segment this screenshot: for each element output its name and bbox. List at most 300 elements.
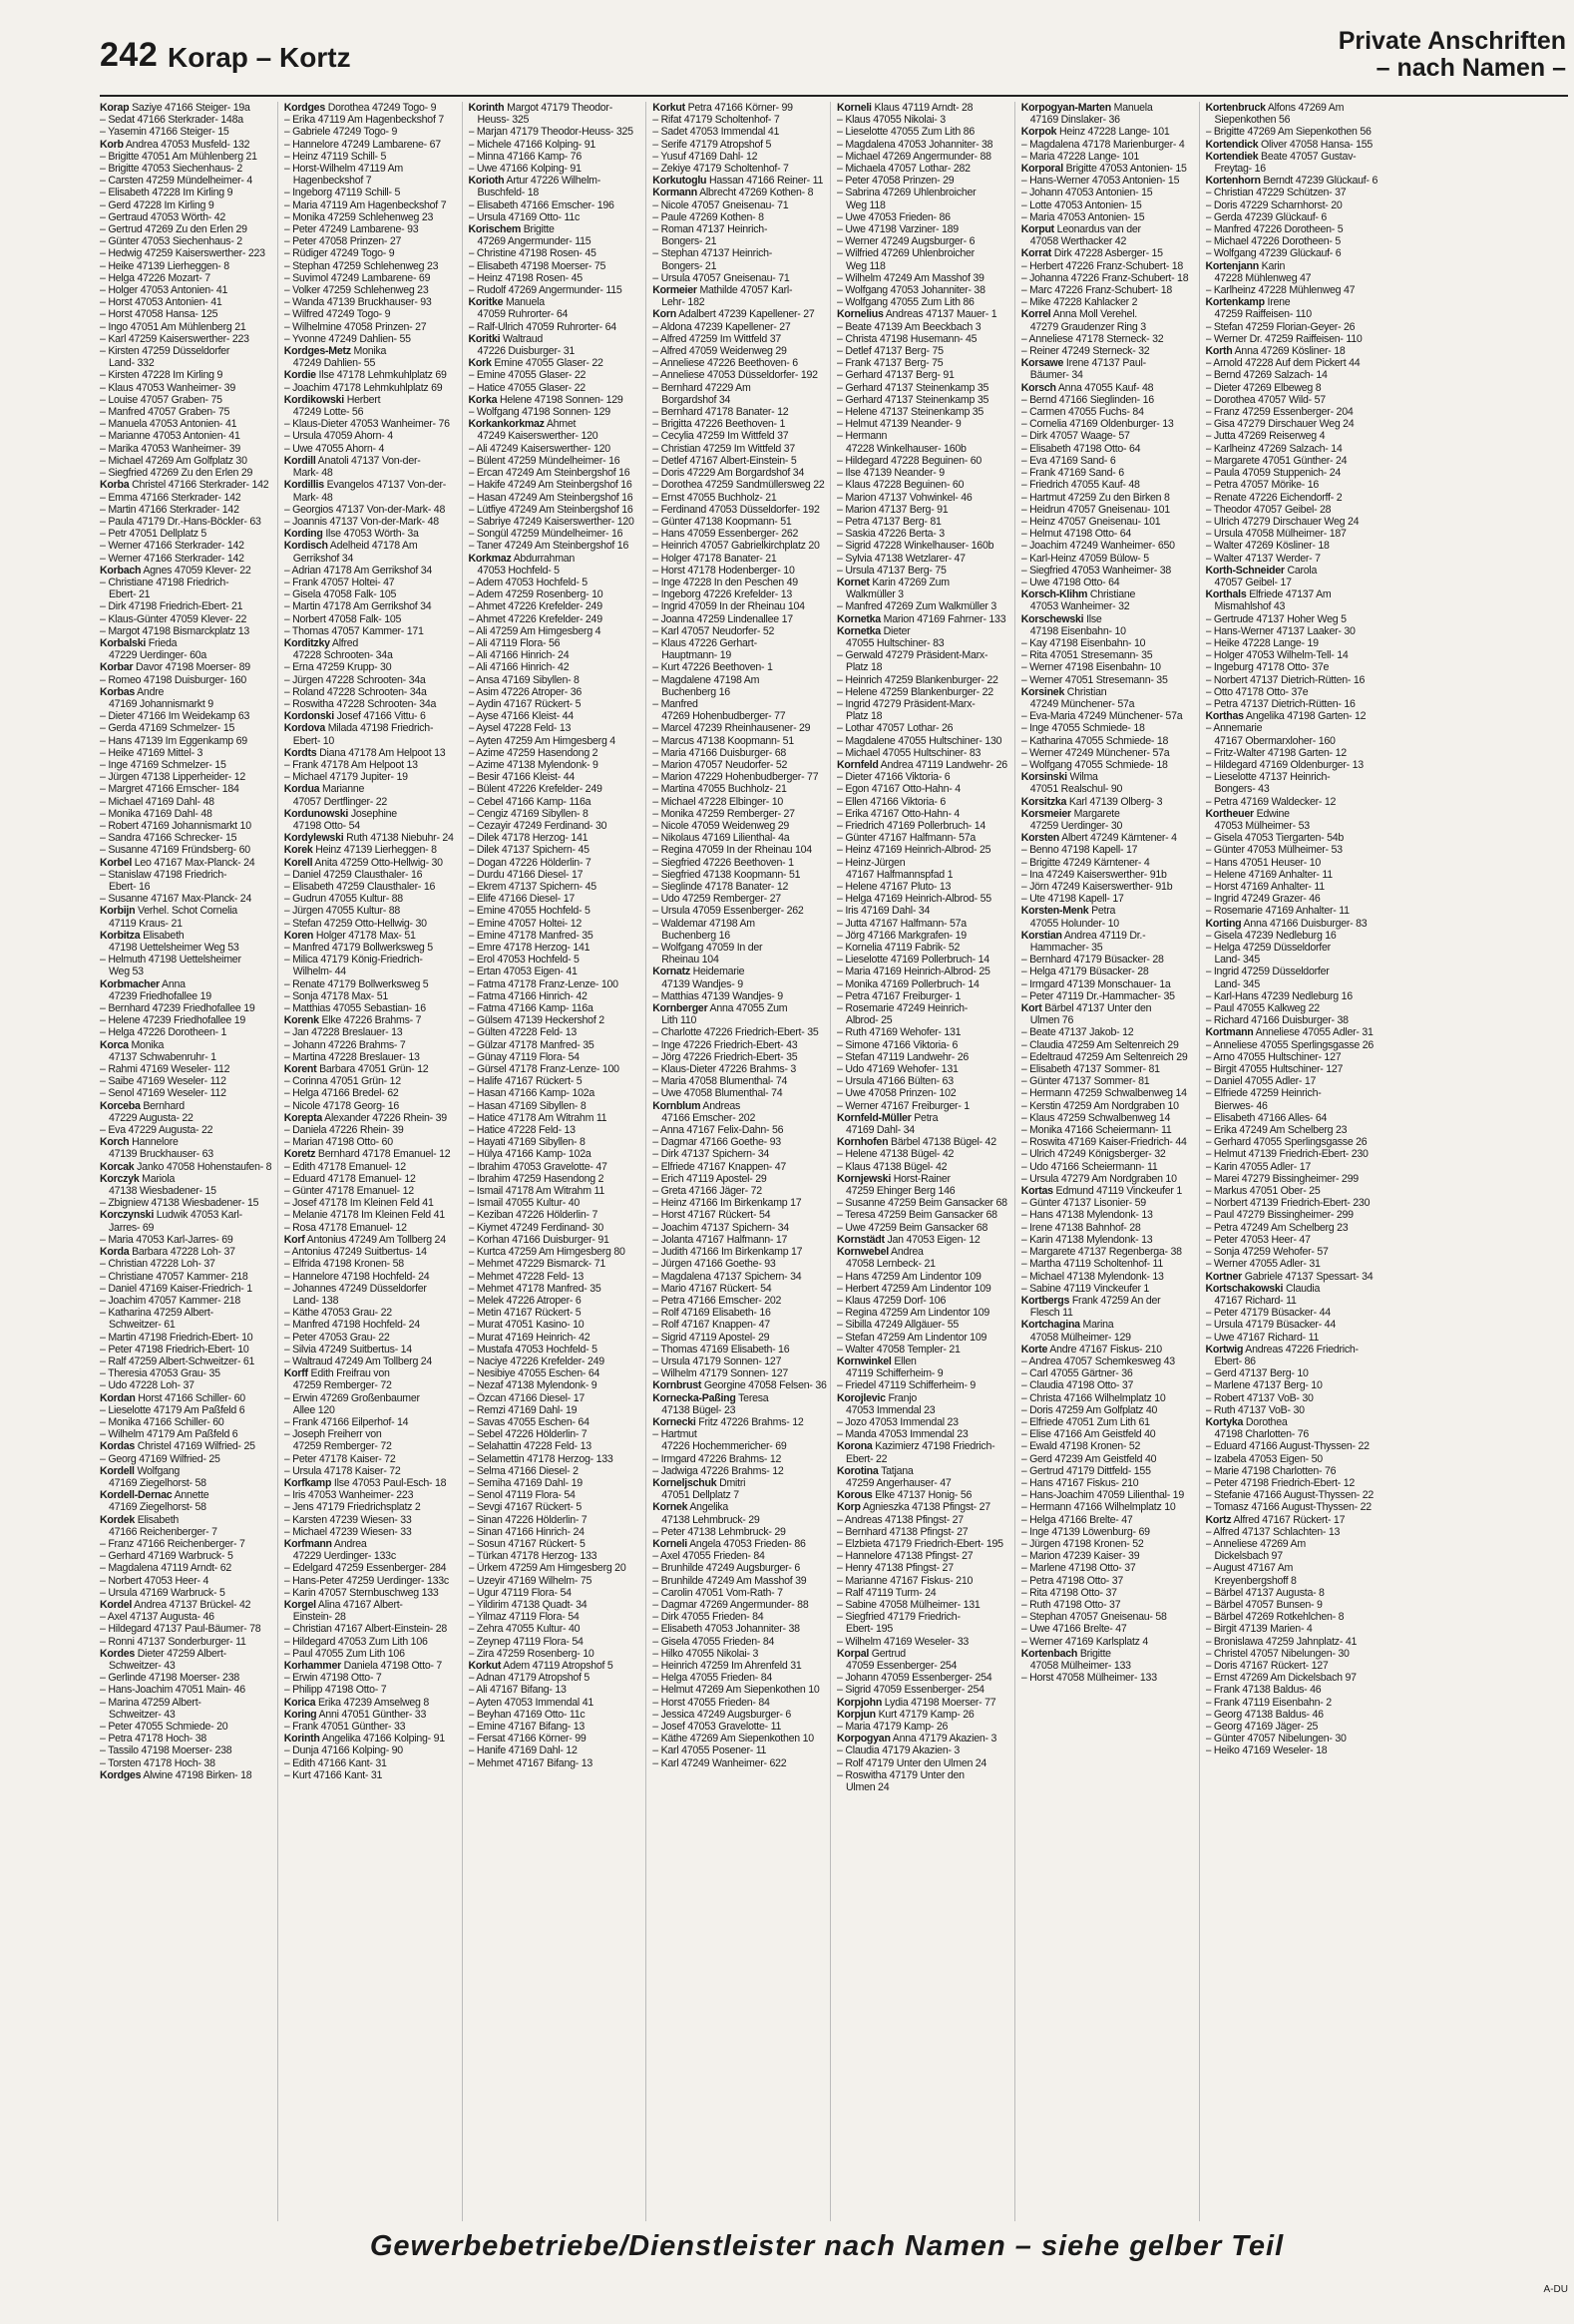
entry-text: – Joachim 47057 Kammer- 218 [100,1294,241,1307]
entry-text: – Magdalene 47055 Hultschiner- 130 [837,734,1002,747]
entry-text: Artur 47226 Wilhelm- [506,175,601,188]
list-item [1206,430,1381,442]
entry-text: – Klaus 47138 Bügel- 42 [837,1160,948,1173]
entry-text: – Joachim 47137 Spichern- 34 [652,1221,789,1234]
entry-text: 47259 Remberger- 72 [292,1440,392,1453]
entry-text: – Daniel 47055 Adler- 17 [1205,1075,1317,1088]
entry-text: – Elisabeth 47259 Clausthaler- 16 [283,881,436,893]
entry-text: – Dilek 47137 Spichern- 45 [468,844,590,857]
list-item [284,686,459,698]
entry-text: Marina [1082,1319,1114,1332]
surname: Korenk [283,1014,319,1027]
list-item [100,394,274,406]
list-item [837,930,1011,942]
list-item [284,1465,459,1477]
list-item [1021,1660,1196,1672]
list-item [652,808,827,820]
list-item [837,1709,1011,1721]
entry-text: 47169 Johannismarkt 9 [109,697,213,710]
entry-text: – Sabine 47058 Mülheimer- 131 [837,1598,981,1611]
entry-text: – Brigitta 47226 Beethoven- 1 [652,418,786,431]
list-item [469,1575,643,1587]
list-item [1021,674,1196,686]
entry-text: – Hasan 47249 Am Steinbergshof 16 [468,491,633,504]
list-item [100,1222,274,1234]
list-item [284,1623,459,1635]
surname: Korrat [1020,247,1052,260]
list-item [1021,187,1196,198]
list-item [284,430,459,442]
list-item [100,1197,274,1209]
entry-text: Angelika [689,1501,728,1514]
list-item [284,504,459,516]
surname: Korap [100,102,130,114]
entry-text: 47167 Obermarxloher- 160 [1214,734,1336,747]
entry-text: Teresa [738,1391,769,1404]
entry-text: Ruth 47138 Niebuhr- 24 [346,832,454,845]
entry-text: – Katharina 47259 Albert- [100,1307,213,1320]
entry-text: Bernhard [143,1099,185,1112]
surname: Korbar [100,661,134,674]
entry-text: – Thomas 47169 Elisabeth- 16 [652,1343,790,1356]
entry-text: – Holger 47053 Antonien- 41 [100,284,228,297]
list-item [284,1514,459,1526]
list-item [100,284,274,296]
entry-text: – Birgit 47055 Hultschiner- 127 [1205,1063,1344,1076]
list-item [1021,260,1196,272]
list-item [1021,1026,1196,1038]
entry-text: – Jolanta 47167 Halfmann- 17 [652,1233,788,1246]
entry-text: – Emine 47057 Holtei- 12 [468,917,583,930]
list-item [1021,1063,1196,1075]
list-item [469,588,643,600]
entry-text: – Beate 47139 Am Beeckbach 3 [837,320,982,333]
entry-text: – Hans 47259 Am Lindentor 109 [837,1270,982,1283]
entry-text: – Maria 47228 Lange- 101 [1020,150,1140,163]
list-item [284,455,459,467]
entry-text: Gabriele 47137 Spessart- 34 [1244,1270,1374,1283]
list-item [652,223,827,235]
entry-text: – Frank 47138 Baldus- 46 [1205,1684,1322,1697]
list-item [1206,1733,1381,1744]
list-item [652,516,827,528]
surname: Korthals [1205,588,1247,601]
entry-text: – Naciye 47226 Krefelder- 249 [468,1355,604,1367]
surname: Korcak [100,1160,135,1173]
list-item [469,1684,643,1696]
list-item [837,516,1011,528]
listing-column-4 [652,102,831,2221]
list-item [284,199,459,211]
entry-text: 47166 Emscher- 202 [661,1111,756,1124]
background-watermark [12,199,82,698]
surname: Korch [100,1136,130,1149]
list-item [284,1697,459,1709]
entry-text: – Eva 47229 Augusta- 22 [100,1124,213,1137]
list-item [284,796,459,808]
entry-text: – Paul 47055 Zum Lith 106 [283,1647,405,1660]
list-item [469,345,643,357]
entry-text: – Bernd 47166 Sieglinden- 16 [1020,393,1154,406]
list-item [469,443,643,455]
list-item [1206,1721,1381,1733]
entry-text: – Gertrud 47269 Zu den Erlen 29 [100,223,247,236]
list-item [1206,808,1381,820]
entry-text: – Horst 47055 Frieden- 84 [652,1696,770,1709]
entry-text: – Udo 47259 Remberger- 27 [652,893,781,906]
surname: Kordunowski [283,807,349,820]
page-number: 242 [100,36,159,74]
list-item [284,1440,459,1452]
entry-text: – Ilse 47139 Neander- 9 [837,467,945,480]
list-item [1206,1379,1381,1391]
entry-text: – Horst 47167 Rückert- 54 [652,1209,771,1222]
entry-text: – Erika 47249 Am Schelberg 23 [1205,1124,1348,1137]
list-item [1021,1173,1196,1185]
list-item [100,1136,274,1148]
entry-text: – Andreas 47138 Pfingst- 27 [837,1513,964,1526]
entry-text: Anatoli 47137 Von-der- [317,454,421,467]
surname: Korczynski [100,1209,155,1222]
entry-text: – Dagmar 47269 Angermunder- 88 [652,1598,809,1611]
list-item [284,710,459,722]
entry-text: – Ertan 47053 Eigen- 41 [468,966,578,978]
list-item [100,272,274,284]
entry-text: Edwine [1256,807,1290,820]
entry-text: – Udo 47228 Loh- 37 [100,1379,195,1392]
entry-text: – Sosun 47167 Rückert- 5 [468,1537,586,1550]
list-item [837,637,1011,649]
entry-text: 47051 Realschul- 90 [1029,783,1123,796]
entry-text: – Maria 47169 Heinrich-Albrod- 25 [837,966,990,978]
list-item [837,1161,1011,1173]
entry-text: – Michael 47179 Jupiter- 19 [283,771,408,784]
list-item [652,211,827,223]
entry-text: – Werner 47198 Eisenbahn- 10 [1020,661,1161,674]
list-item [837,1209,1011,1221]
list-item [284,1185,459,1197]
entry-text: – Udo 47166 Scheiermann- 11 [1020,1160,1158,1173]
list-item [652,1209,827,1221]
list-item [837,1684,1011,1696]
list-item [1206,771,1381,783]
entry-text: – Hannelore 47198 Hochfeld- 24 [283,1270,430,1283]
list-item [100,1575,274,1587]
list-item [469,722,643,734]
entry-text: – Sieglinde 47178 Banater- 12 [652,881,789,893]
list-item [100,528,274,540]
entry-text: Dmitri [719,1476,746,1489]
list-item [652,1611,827,1623]
entry-text: Adem 47119 Atropshof 5 [503,1660,613,1672]
entry-text: – Johann 47053 Antonien- 15 [1020,187,1153,199]
entry-text: – Anneliese 47269 Am [1205,1537,1306,1550]
list-item [469,1416,643,1428]
entry-text: – Paula 47179 Dr.-Hans-Böckler- 63 [100,515,261,528]
entry-text: – Elisabeth 47198 Moerser- 75 [468,259,606,272]
list-item [652,1356,827,1367]
entry-text: – Paul 47055 Kalkweg 22 [1205,1002,1320,1015]
list-item [1206,345,1381,357]
entry-text: 47269 Hohenbudberger- 77 [661,710,786,723]
entry-text: – Emine 47055 Glaser- 22 [468,369,587,382]
entry-text: – Martha 47119 Scholtenhof- 11 [1020,1258,1164,1271]
list-item [284,649,459,661]
entry-text: – Michaela 47057 Lothar- 282 [837,163,971,176]
entry-text: Weg 53 [109,966,144,978]
entry-text: – Uwe 47198 Varziner- 189 [837,223,959,236]
entry-text: – Paul 47279 Bissingheimer- 299 [1205,1209,1354,1222]
entry-text: – Maria 47058 Blumenthal- 74 [652,1075,788,1088]
entry-text: – Roland 47228 Schrooten- 34a [283,685,427,698]
entry-text: – Andrea 47057 Schemkesweg 43 [1020,1355,1175,1367]
list-item [284,102,459,114]
entry-text: – Horst 47178 Hodenberger- 10 [652,564,795,577]
list-item [469,1440,643,1452]
entry-text: Schweitzer- 61 [109,1319,176,1332]
list-item [469,1039,643,1051]
list-item [469,857,643,869]
list-item [1206,577,1381,588]
list-item [100,443,274,455]
list-item [100,869,274,881]
entry-text: – Aydin 47167 Rückert- 5 [468,697,582,710]
list-item [469,710,643,722]
entry-text: – Manda 47053 Immendal 23 [837,1428,969,1441]
surname: Kordges-Metz [283,345,351,358]
entry-text: – Eduard 47178 Emanuel- 12 [283,1172,416,1185]
entry-text: – Roswita 47169 Kaiser-Friedrich- 44 [1020,1136,1187,1149]
entry-text: – Inge 47055 Schmiede- 18 [1020,722,1145,735]
list-item [1021,1587,1196,1599]
surname: Kornetka [837,624,881,637]
entry-text: Bongers- 43 [1214,783,1270,796]
list-item [1206,1440,1381,1452]
list-item [469,600,643,612]
entry-text: – Uwe 47058 Blumenthal- 74 [652,1087,783,1100]
list-item [100,430,274,442]
entry-text: – Adrian 47178 Am Gerrikshof 34 [283,564,433,577]
list-item [652,114,827,126]
entry-text: 47053 Wanheimer- 32 [1029,600,1130,613]
entry-text: – Rosemarie 47169 Anhalter- 11 [1205,905,1350,918]
entry-text: Hagenbeckshof 7 [292,175,372,188]
surname: Kortenhorn [1205,175,1261,188]
surname: Kortz [1205,1513,1232,1526]
list-item [1021,747,1196,759]
entry-text: – Werner 47055 Adler- 31 [1205,1258,1321,1271]
list-item [469,430,643,442]
list-item [469,175,643,187]
list-item [469,954,643,966]
entry-text: Beate 47057 Gustav- [1261,150,1357,163]
entry-text: – Hatice 47228 Feld- 13 [468,1124,576,1137]
list-item [1206,553,1381,565]
surname: Korsten [1020,832,1060,845]
entry-text: – Holger 47053 Wilhelm-Tell- 14 [1205,649,1349,662]
entry-text: 47167 Richard- 11 [1214,1294,1297,1307]
entry-text: Milada 47198 Friedrich- [327,722,434,735]
entry-text: – Marika 47053 Wanheimer- 39 [100,442,240,455]
entry-text: – Marina 47259 Albert- [100,1696,201,1709]
entry-text: – Johann 47059 Essenberger- 254 [837,1672,992,1685]
list-item [100,1332,274,1344]
surname: Kordikowski [283,393,344,406]
list-item [1206,175,1381,187]
entry-text: Einstein- 28 [292,1611,346,1624]
list-item [652,1246,827,1258]
list-item [1021,321,1196,333]
page-header [0,0,1574,88]
entry-text: – Yilmaz 47119 Flora- 54 [468,1611,580,1624]
entry-text: – Azime 47259 Hasendong 2 [468,746,598,759]
list-item [100,492,274,504]
list-item [100,735,274,747]
list-item [1021,455,1196,467]
entry-text: – Bernhard 47229 Am [652,381,751,394]
entry-text: – Simone 47166 Viktoria- 6 [837,1038,959,1051]
entry-text: – Karl-Hans 47239 Nedleburg 16 [1205,989,1353,1002]
list-item [100,1526,274,1538]
entry-text: – Helga 47226 Mozart- 7 [100,271,210,284]
entry-text: – Christa 47198 Husemann- 45 [837,332,978,345]
entry-text: Bongers- 21 [661,235,717,248]
entry-text: Barbara 47051 Grün- 12 [319,1063,429,1076]
list-item [652,1465,827,1477]
entry-text: – Songül 47259 Mündelheimer- 16 [468,528,623,541]
entry-text: 47228 Mühlenweg 47 [1214,271,1312,284]
entry-text: – Minna 47166 Kamp- 76 [468,150,582,163]
entry-text: – Matthias 47139 Wandjes- 9 [652,989,783,1002]
entry-text: – Heike 47169 Mittel- 3 [100,746,203,759]
entry-text: – Bronislawa 47259 Jahnplatz- 41 [1205,1635,1358,1648]
entry-text: – Lothar 47057 Lothar- 26 [837,722,954,735]
entry-text: – Ingrid 47259 Düsseldorfer [1205,966,1330,978]
entry-text: Heinz 47139 Lierheggen- 8 [315,844,437,857]
entry-text: – Elisabeth 47137 Sommer- 81 [1020,1063,1160,1076]
entry-text: Heidemarie [692,966,745,978]
list-item [837,321,1011,333]
entry-text: Irene 47137 Paul- [1065,357,1146,370]
list-item [1206,1648,1381,1660]
list-item [1021,296,1196,308]
entry-text: Lith 110 [661,1014,697,1027]
entry-text: – Jessica 47249 Augsburger- 6 [652,1708,792,1721]
list-item [1021,577,1196,588]
list-item [837,1623,1011,1635]
entry-text: – Klaus 47055 Nikolai- 3 [837,114,946,127]
list-item [652,1258,827,1270]
entry-text: – Rudolf 47269 Angermunder- 115 [468,284,622,297]
entry-text: – Christiane 47198 Friedrich- [100,576,229,588]
list-item [652,1173,827,1185]
list-item [469,296,643,308]
entry-text: – Gerda 47169 Schmelzer- 15 [100,722,235,735]
entry-text: – Klaus-Günter 47059 Klever- 22 [100,612,247,625]
list-item [652,1757,827,1769]
entry-text: – Siegfried 47179 Friedrich- [837,1611,961,1624]
entry-text: – Christian 47228 Loh- 37 [100,1258,215,1271]
entry-text: – Maria 47166 Duisburger- 68 [652,746,786,759]
entry-text: 47229 Augusta- 22 [109,1111,194,1124]
list-item [837,565,1011,577]
list-item [284,187,459,198]
list-item [837,1271,1011,1283]
entry-text: – Dogan 47226 Hölderlin- 7 [468,856,591,869]
entry-text: Anna 47179 Akazien- 3 [892,1733,997,1745]
entry-text: – Uzeyir 47169 Wilhelm- 75 [468,1574,592,1587]
list-item [837,175,1011,187]
entry-text: – Richard 47166 Duisburger- 38 [1205,1014,1349,1027]
entry-text: 47229 Uerdinger- 133c [292,1550,396,1563]
entry-text: – Zira 47259 Rosenberg- 10 [468,1647,594,1660]
entry-text: – Doris 47229 Scharnhorst- 20 [1205,198,1343,211]
entry-text: – Magdalena 47137 Spichern- 34 [652,1270,802,1283]
surname: Kordillis [283,479,324,492]
entry-text: – Serife 47179 Atropshof 5 [652,138,772,151]
entry-text: Davor 47198 Moerser- 89 [135,661,250,674]
entry-text: Platz 18 [846,710,883,723]
entry-text: – Keziban 47226 Hölderlin- 7 [468,1209,598,1222]
entry-text: – Gisela 47058 Falk- 105 [283,588,397,601]
entry-text: – Wolfgang 47053 Johanniter- 38 [837,284,985,297]
entry-text: Ebert- 10 [292,734,335,747]
list-item [100,1161,274,1173]
list-item [100,1100,274,1112]
entry-text: – Rosa 47178 Emanuel- 12 [283,1221,407,1234]
footer-notice: Gewerbebetriebe/Dienstleister nach Namen – siehe gelber Teil [369,2230,1285,2262]
entry-text: – Stefan 47259 Otto-Hellwig- 30 [283,917,427,930]
list-item [469,1344,643,1356]
entry-text: – Sabrina 47269 Uhlenbroicher [837,187,977,199]
entry-text: Erika 47239 Amselweg 8 [317,1696,430,1709]
entry-text: – Anneliese 47226 Beethoven- 6 [652,357,798,370]
list-item [837,1404,1011,1416]
list-item [1021,1550,1196,1562]
list-item [1021,1428,1196,1440]
entry-text: – Wilhelmine 47058 Prinzen- 27 [283,320,427,333]
surname: Korinth [283,1733,320,1745]
entry-text: – Eva 47169 Sand- 6 [1020,454,1116,467]
entry-text: – Saskia 47226 Berta- 3 [837,528,945,541]
entry-text: – Savas 47055 Eschen- 64 [468,1415,590,1428]
entry-text: – Elisabeth 47228 Im Kirling 9 [100,187,233,199]
list-item [1021,1672,1196,1684]
entry-text: – Friedrich 47055 Kauf- 48 [1020,479,1140,492]
surname: Korbas [100,685,135,698]
surname: Korczyk [100,1172,140,1185]
list-item [837,844,1011,856]
list-item [837,1697,1011,1709]
list-item [100,1075,274,1087]
list-item [652,1526,827,1538]
list-item [1206,625,1381,637]
list-item [1021,698,1196,710]
list-item [100,1684,274,1696]
list-item [652,1404,827,1416]
list-item [652,1440,827,1452]
list-item [1206,588,1381,600]
entry-text: – Wolfgang 47055 Schmiede- 18 [1020,758,1168,771]
list-item [1021,1356,1196,1367]
entry-text: Andrea [891,1246,924,1259]
entry-text: 47226 Duisburger- 31 [477,345,575,358]
entry-text: – Arnold 47228 Auf dem Pickert 44 [1205,357,1361,370]
entry-text: – Georgios 47137 Von-der-Mark- 48 [283,503,446,516]
list-item [837,394,1011,406]
entry-text: – Doris 47229 Am Borgardshof 34 [652,467,805,480]
entry-text: – Yvonne 47249 Dahlien- 55 [283,332,411,345]
